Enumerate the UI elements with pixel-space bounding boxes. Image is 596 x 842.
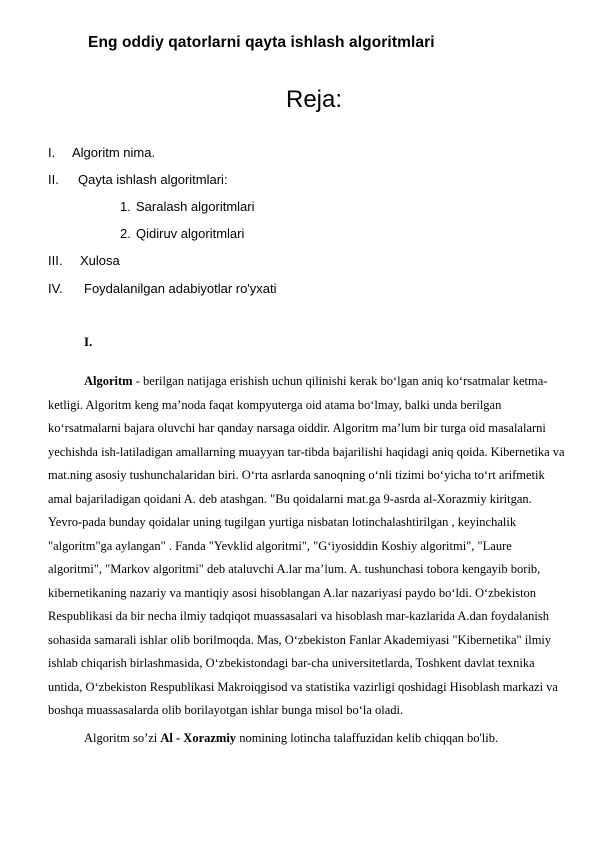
toc-number: I. xyxy=(48,145,56,160)
paragraph-2-start: Algoritm so’zi xyxy=(84,730,161,745)
document-title: Eng oddiy qatorlarni qayta ishlash algoritmlari xyxy=(88,34,435,51)
toc-number: III. xyxy=(48,253,63,268)
toc-number: 2. xyxy=(120,226,131,241)
toc-text: Qayta ishlash algoritmlari: xyxy=(78,172,228,187)
toc-text: Qidiruv algoritmlari xyxy=(136,226,245,241)
toc-text: Xulosa xyxy=(80,253,120,268)
term-al-xorazmiy: Al - Xorazmiy xyxy=(160,730,237,745)
paragraph-2 xyxy=(48,727,568,751)
toc-number: II. xyxy=(48,172,59,187)
paragraph-2-text: nomining lotincha talaffuzidan kelib chiqqan bo'lib. xyxy=(236,730,499,745)
toc-text: Algoritm nima. xyxy=(72,145,156,160)
section-number: I. xyxy=(84,334,93,349)
toc-number: 1. xyxy=(120,199,131,214)
body-text xyxy=(48,370,568,750)
plan-heading: Reja: xyxy=(286,86,343,113)
term-algoritm: Algoritm xyxy=(84,374,133,388)
toc-text: Foydalanilgan adabiyotlar ro'yxati xyxy=(84,281,277,296)
toc-number: IV. xyxy=(48,281,63,296)
paragraph-1-text: - berilgan natijaga erishish uchun qilinishi kerak bo‘lgan aniq ko‘rsatmalar ketma-ketligi. Algoritm keng ma’noda faqat kompyuterga oid atama bo‘lmay, balki unda berilgan ko‘rsatmalarni bajara oluvchi har qanday narsaga oiddir. Algoritm ma’lum bir turga oid masalalarni yechishda ish-latiladigan amallarning muayyan tar-tibda bajarilishi haqidagi aniq qoida. Kibernetika va mat.ning asosiy tushunchalaridan biri. O‘rta asrlarda sanoqning o‘nli tizimi bo‘yicha to‘rt arifmetik amal bajariladigan qoidani A. deb atashgan. "Bu qoidalarni mat.ga 9-asrda al-Xorazmiy kiritgan. Yevro-pada bunday qoidalar uning tugilgan yurtiga nisbatan lotinchalashtirilgan , keyinchalik "algoritm"ga aylangan" . Fanda "Yevklid algoritmi", "G‘iyosiddin Koshiy algoritmi", "Laure algoritmi", "Markov algoritmi" deb ataluvchi A.lar ma’lum. A. tushunchasi tobora kengayib borib, kibernetikaning nazariy va mantiqiy asosi hisoblangan A.lar nazariyasi paydo bo‘ldi. O‘zbekiston Respublikasi da bir necha ilmiy tadqiqot muassasalari va hisoblash mar-kazlarida A.dan foydalanish sohasida samarali ishlar olib borilmoqda. Mas, O‘zbekiston Fanlar Akademiyasi "Kibernetika" ilmiy ishlab chiqarish birlashmasida, O‘zbekistondagi bar-cha universitetlarda, Toshkent davlat texnika untida, O‘zbekiston Respublikasi Makroiqgisod va statistika vazirligi qoshidagi Hisoblash markazi va boshqa muassasalarda olib borilayotgan ishlar bunga misol bo‘la oladi. xyxy=(48,374,565,717)
toc-text: Saralash algoritmlari xyxy=(136,199,255,214)
paragraph-1 xyxy=(48,370,568,723)
